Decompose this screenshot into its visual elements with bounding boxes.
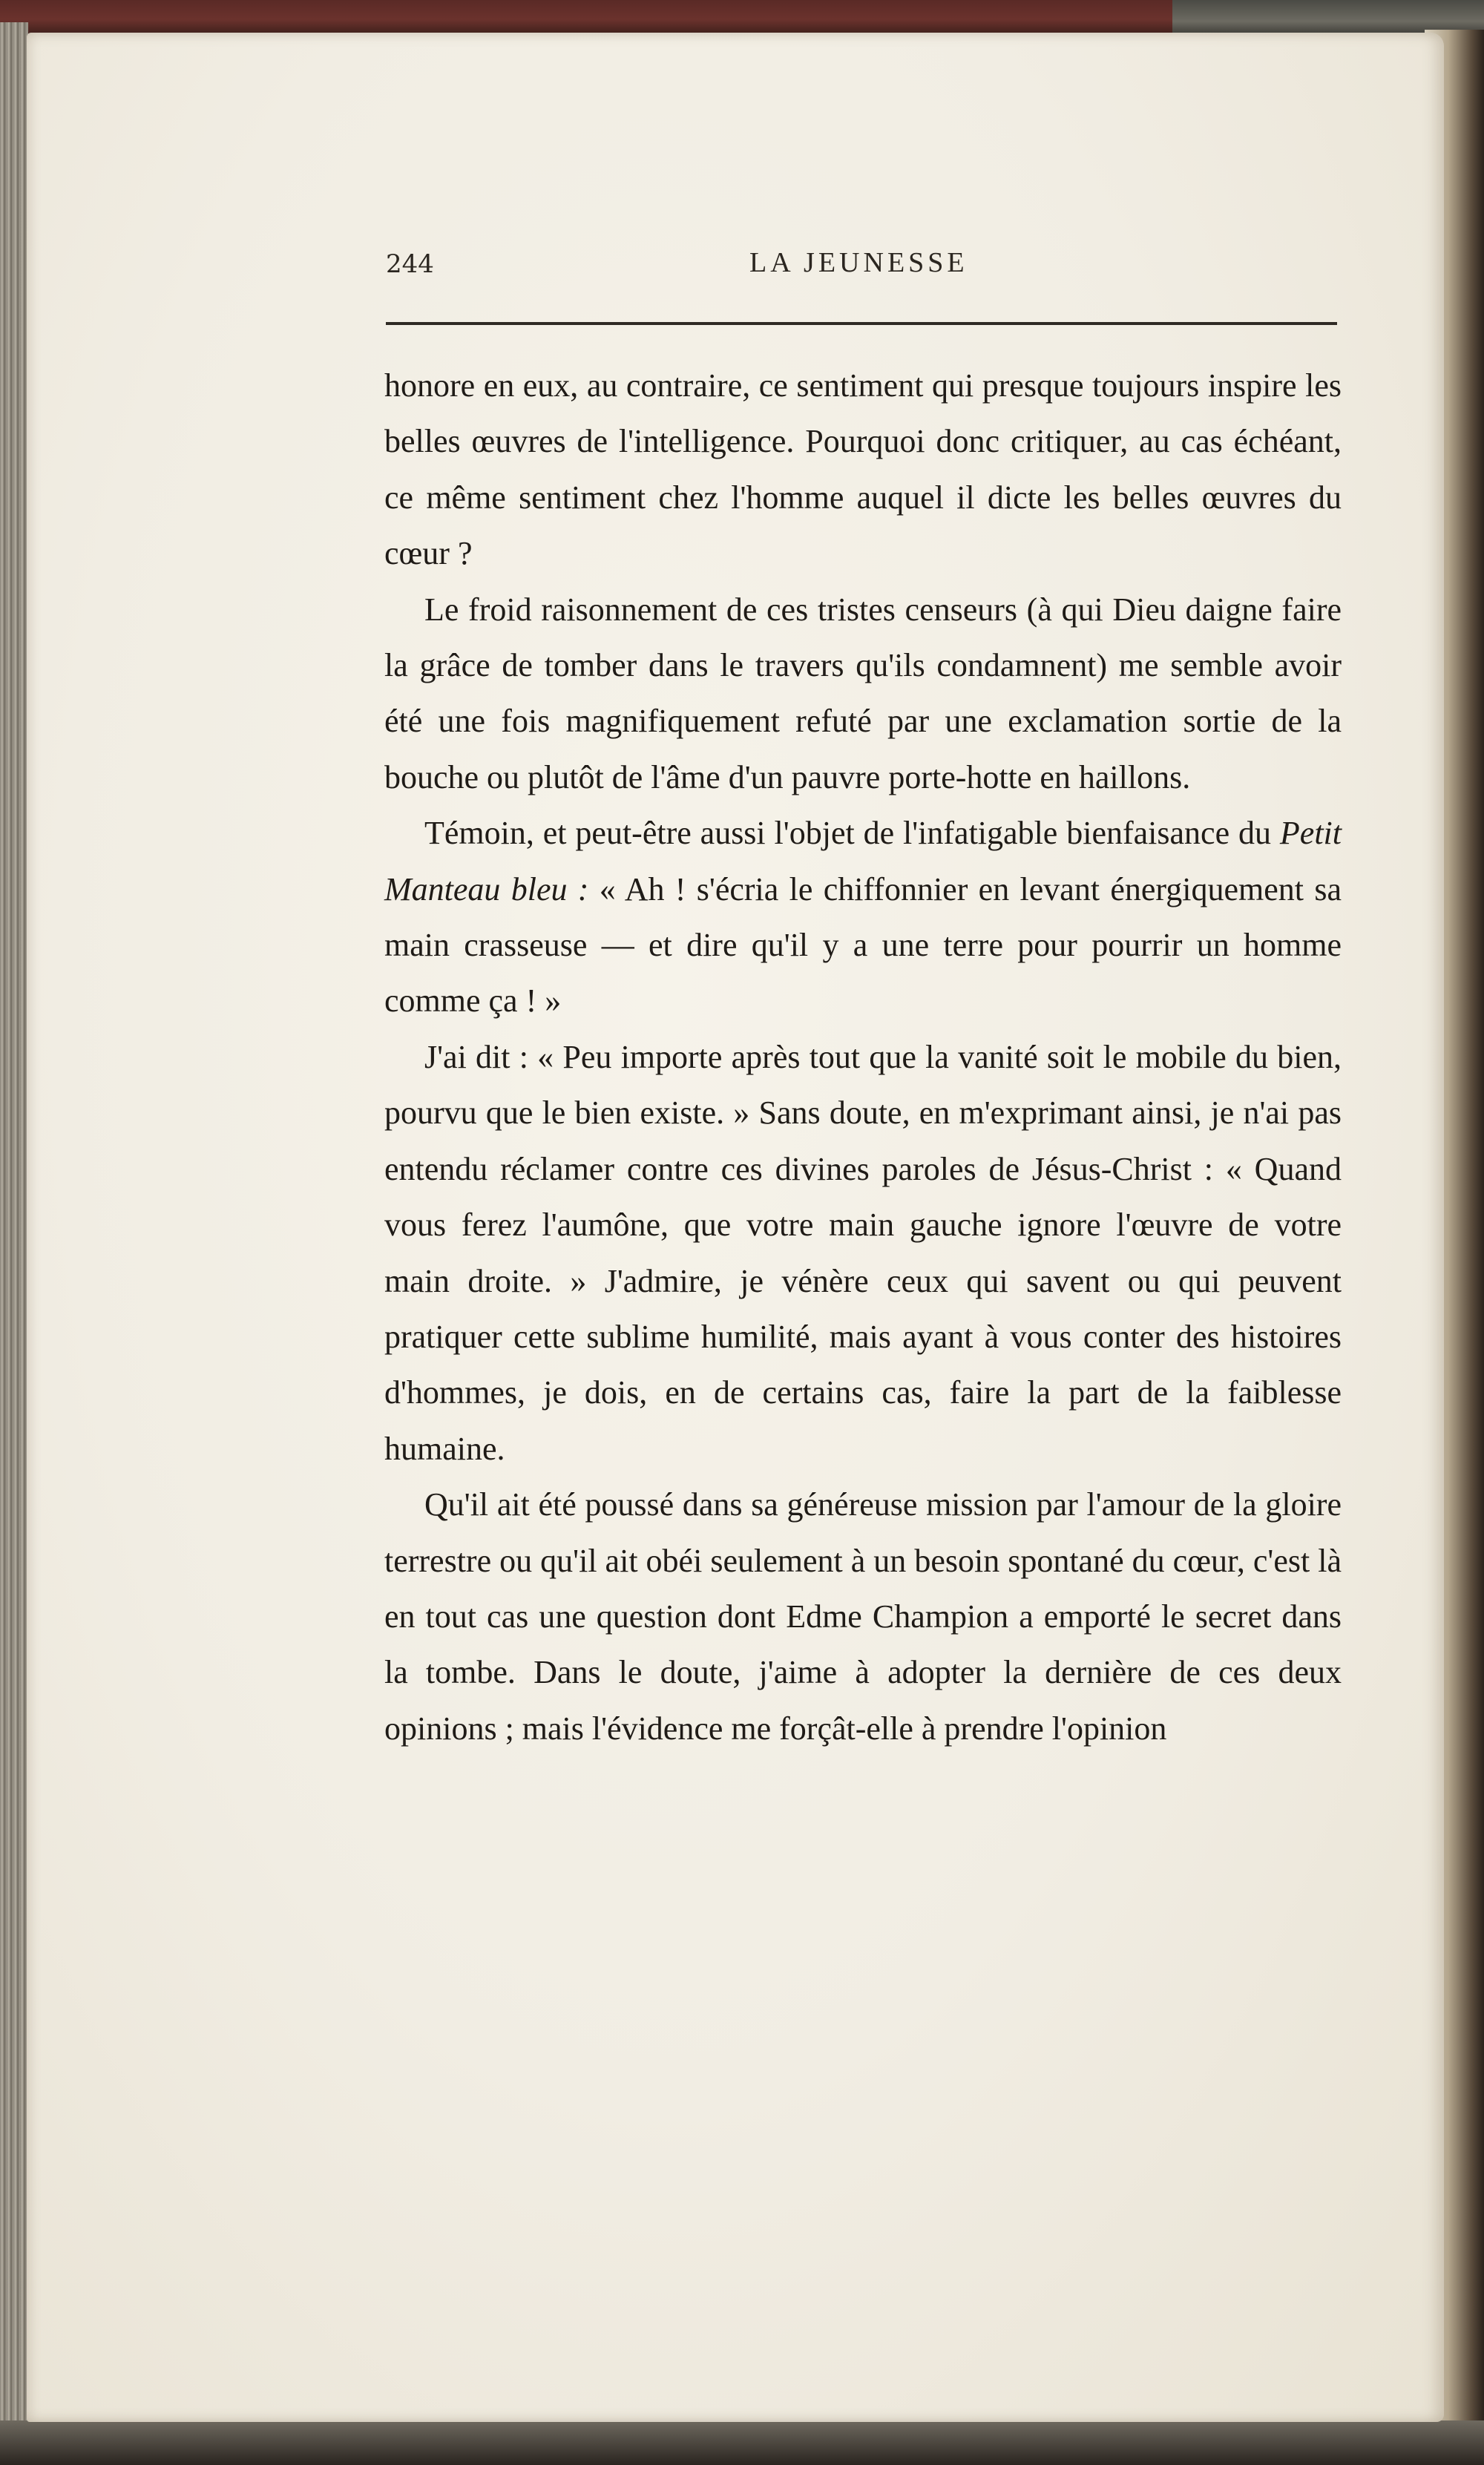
header-rule bbox=[386, 322, 1337, 325]
running-head bbox=[386, 245, 1336, 297]
paragraph-1: honore en eux, au contraire, ce sentiment qui presque toujours inspire les belles œuvres de l'intelligence. Pourquoi donc critiquer, au cas échéant, ce même sentiment chez l'homme auquel il dicte les belles œuvres du cœur ? bbox=[384, 367, 1342, 572]
page-number: 244 bbox=[386, 249, 434, 279]
book-edge-bottom bbox=[0, 2420, 1484, 2465]
book-binding-top bbox=[0, 0, 1484, 36]
paragraph-4: J'ai dit : « Peu importe après tout que la vanité soit le mobile du bien, pourvu que le bien existe. » Sans doute, en m'exprimant ainsi, je n'ai pas entendu réclamer contre ces divines paroles de Jésus-Christ : « Quand vous ferez l'aumône, que votre main gauche ignore l'œuvre de votre main droite. » J'admire, je vénère ceux qui savent ou qui peuvent pratiquer cette sublime humilité, mais ayant à vous conter des histoires d'hommes, je dois, en de certains cas, faire la part de la faiblesse humaine. bbox=[384, 1038, 1342, 1467]
paragraph-5: Qu'il ait été poussé dans sa généreuse mission par l'amour de la gloire terrestre ou qu'il ait obéi seulement à un besoin spontané du cœur, c'est là en tout cas une question dont Edme Champion a emporté le secret dans la tombe. Dans le doute, j'aime à adopter la dernière de ces deux opinions ; mais l'évidence me forçât-elle à prendre l'opinion bbox=[384, 1486, 1342, 1747]
paragraph-3-start: Témoin, et peut-être aussi l'objet de l'infatigable bienfaisance du bbox=[424, 815, 1280, 852]
paragraph-3-italic: Petit Manteau bleu : bbox=[384, 815, 1342, 907]
paragraph-3-end: « Ah ! s'écria le chiffonnier en levant énergiquement sa main crasseuse — et dire qu'il y a une terre pour pourrir un homme comme ça ! » bbox=[384, 870, 1342, 1020]
paragraph-2: Le froid raisonnement de ces tristes censeurs (à qui Dieu daigne faire la grâce de tomber dans le travers qu'ils condamnent) me semble avoir été une fois magnifiquement refuté par une exclamation sortie de la bouche ou plutôt de l'âme d'un pauvre porte-hotte en haillons. bbox=[384, 591, 1342, 795]
page-body bbox=[384, 358, 1342, 1756]
paragraph-3 bbox=[384, 805, 1342, 1029]
running-title: LA JEUNESSE bbox=[749, 247, 968, 278]
book-binding-left bbox=[0, 22, 28, 2465]
